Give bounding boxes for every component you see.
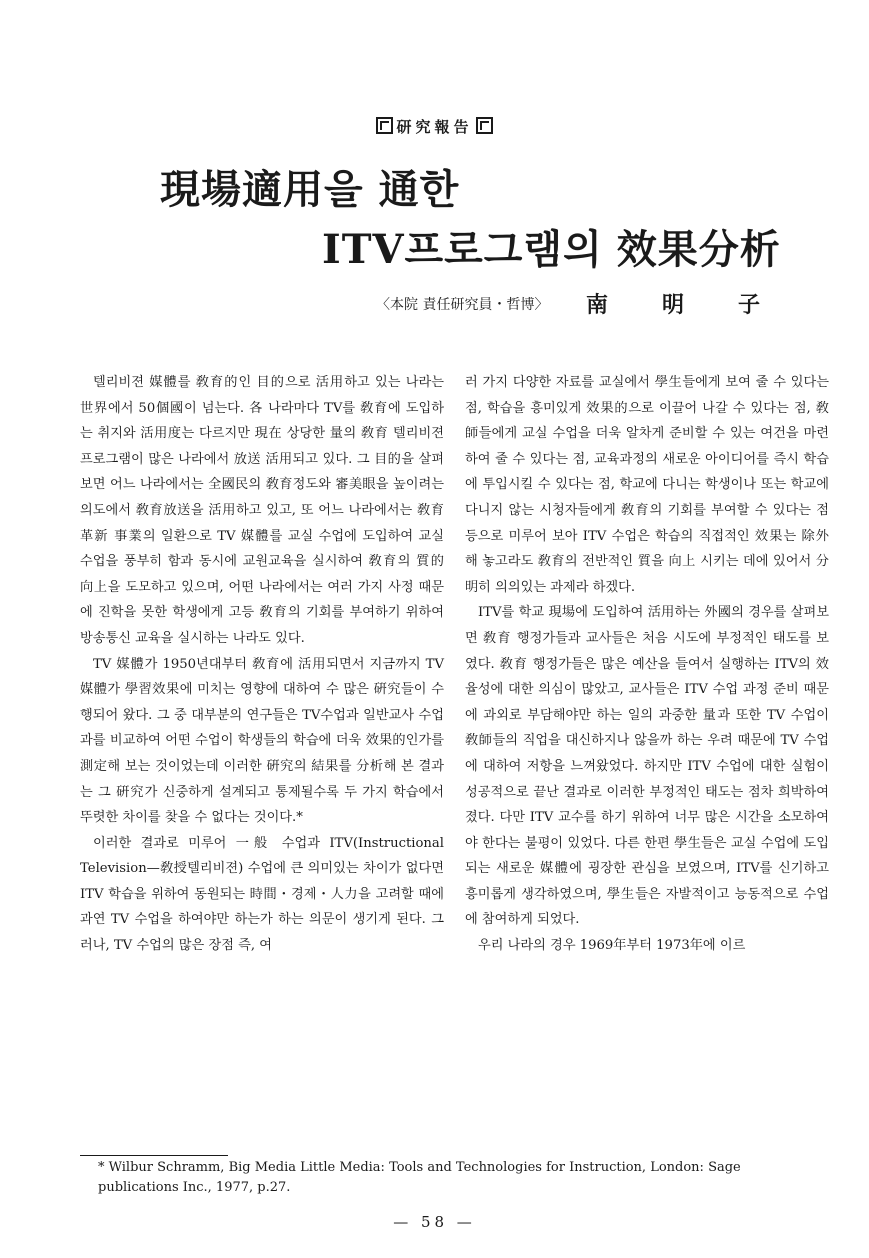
article-title-line-1: 現場適用을 通한 <box>160 166 460 213</box>
author-affiliation: 〈本院 責任研究員・哲博〉 <box>376 297 549 313</box>
footnote-divider <box>80 1155 228 1156</box>
square-ornament-icon <box>476 117 493 134</box>
author-name: 南明子 <box>586 293 815 318</box>
paragraph: 우리 나라의 경우 1969年부터 1973年에 이르 <box>478 938 746 954</box>
footnote <box>98 1158 818 1198</box>
paragraph: 러 가지 다양한 자료를 교실에서 學生들에게 보여 줄 수 있다는 점, 학습을 흥미있게 效果的으로 이끌어 나갈 수 있다는 점, 敎師들에게 교실 수업을 더욱 알차게 준비할 수 있는 여건을 마련하여 줄 수 있다는 점, 교육과정의 새로운 아이디어를 즉시 학습에 투입시킬 수 있다는 점, 학교에 다니는 학생이나 또는 학교에 다니지 않는 시청자들에게 敎育의 기회를 부여할 수 있다는 점 등으로 미루어 보아 ITV 수업은 학습의 직접적인 效果는 除外해 놓고라도 敎育의 전반적인 質을 向上 시키는 데에 있어서 分明히 의의있는 과제라 하겠다. <box>465 375 829 595</box>
footnote-text: Wilbur Schramm, Big Media Little Media: Tools and Technologies for Instruction, London: Sage publications Inc., 1977, p.27. <box>98 1160 741 1195</box>
square-ornament-icon <box>376 117 393 134</box>
section-tag <box>0 116 869 137</box>
title-part-effect-analysis: 效果分析 <box>616 226 781 273</box>
paragraph: 텔리비젼 媒體를 敎育的인 目的으로 活用하고 있는 나라는 世界에서 50個國이 넘는다. 各 나라마다 TV를 敎育에 도입하는 취지와 活用度는 다르지만 現在 상당한 量의 敎育 텔리비젼 프로그램이 많은 나라에서 放送 活用되고 있다. 그 目的을 살펴보면 어느 나라에서는 全國民의 敎育정도와 審美眼을 높이려는 의도에서 敎育放送을 活用하고 있고, 또 어느 나라에서는 敎育 革新 事業의 일환으로 TV 媒體를 교실 수업에 도입하여 교실 수업을 풍부히 함과 동시에 교원교육을 실시하여 敎育의 質的 向上을 도모하고 있으며, 어떤 나라에서는 여러 가지 사정 때문에 진학을 못한 학생에게 고등 敎育의 기회를 부여하기 위하여 방송통신 교육을 실시하는 나라도 있다. <box>80 375 444 646</box>
paragraph: TV 媒體가 1950년대부터 敎育에 活用되면서 지금까지 TV 媒體가 學習效果에 미치는 영향에 대하여 수 많은 硏究들이 수행되어 왔다. 그 중 대부분의 연구들은 TV수업과 일반교사 수업과를 비교하여 어떤 수업이 학생들의 학습에 더욱 效果的인가를 測定해 보는 것이었는데 이러한 硏究의 結果를 分析해 본 결과는 그 硏究가 신중하게 설계되고 통제될수록 두 가지 학습에서 뚜렷한 차이를 찾을 수 없다는 것이다.* <box>80 656 444 826</box>
article-title-line-2 <box>322 218 781 275</box>
page-number: — 58 — <box>393 1213 476 1231</box>
section-tag-label: 研究報告 <box>396 118 473 136</box>
paragraph: ITV를 학교 現場에 도입하여 活用하는 外國의 경우를 살펴보면 敎育 행정가들과 교사들은 처음 시도에 부정적인 태도를 보였다. 敎育 행정가들은 많은 예산을 들여서 실행하는 ITV의 效율성에 대한 의심이 많았고, 교사들은 ITV 수업 과정 준비 때문에 과외로 부담해야만 하는 일의 과중한 量과 또한 TV 수업이 敎師들의 직업을 대신하지나 않을까 하는 우려 때문에 TV 수업에 대하여 저항을 느껴왔었다. 하지만 ITV 수업에 대한 실험이 성공적으로 끝난 결과로 이러한 부정적인 태도는 점차 희박하여졌다. 다만 ITV 교수를 하기 위하여 너무 많은 시간을 소모하여야 한다는 불평이 있었다. 다른 한편 學生들은 교실 수업에 도입되는 새로운 媒體에 굉장한 관심을 보였으며, ITV를 신기하고 흥미롭게 생각하였으며, 學生들은 자발적이고 능동적으로 수업에 참여하게 되었다. <box>465 605 829 928</box>
body-column-right <box>465 370 829 959</box>
footnote-marker: * <box>98 1160 105 1175</box>
body-column-left <box>80 370 444 959</box>
paragraph: 이러한 결과로 미루어 一般 수업과 ITV(Instructional Television—敎授텔리비젼) 수업에 큰 의미있는 차이가 없다면 ITV 학습을 위하여 동원되는 時間・경제・人力을 고려할 때에 과연 TV 수업을 하여야만 하는가 하는 의문이 생기게 된다. 그러나, TV 수업의 많은 장점 즉, 여 <box>80 835 444 954</box>
title-part-itv-program: ITV프로그램의 <box>322 226 603 273</box>
